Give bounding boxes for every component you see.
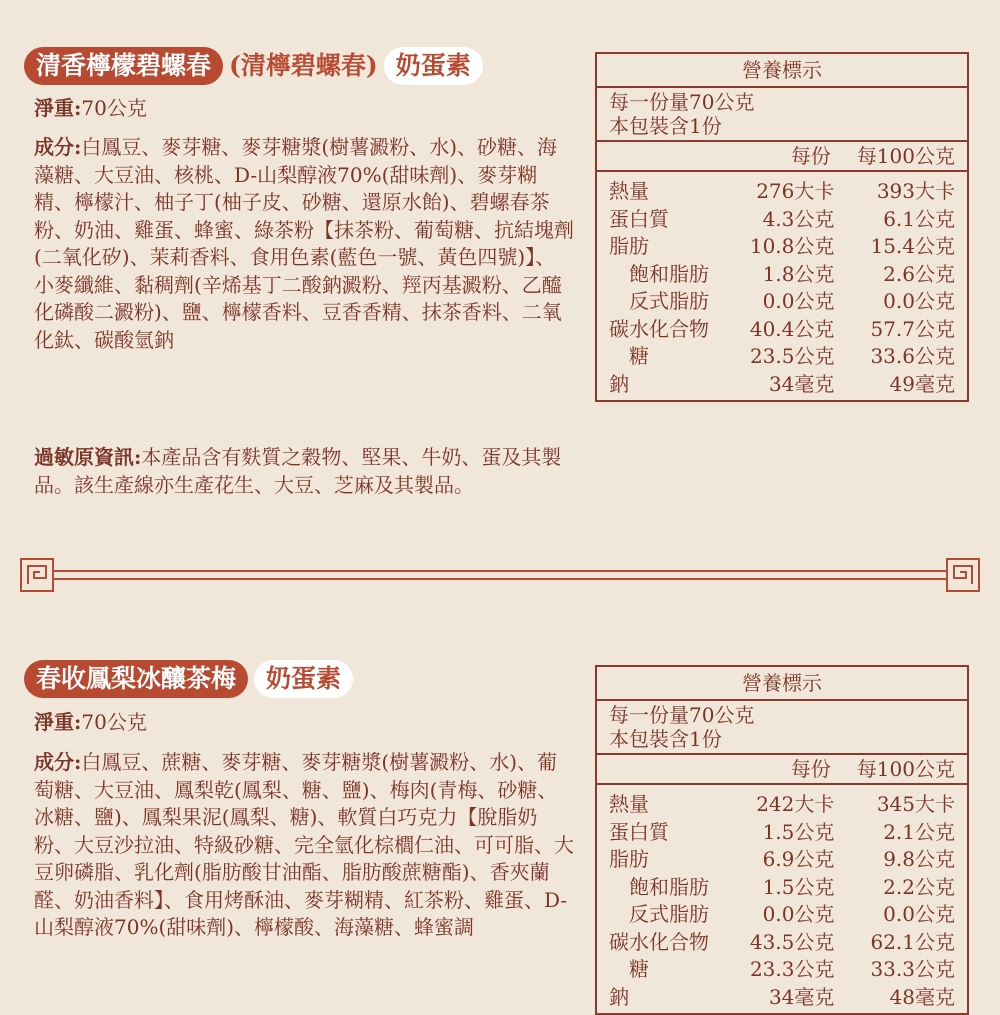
nutrition-row xyxy=(609,178,955,206)
per-serving-value: 34毫克 xyxy=(768,984,835,1009)
nutrient-name: 熱量 xyxy=(609,792,649,816)
product1-name: 清香檸檬碧螺春 xyxy=(24,47,223,85)
product1-nutrition-table xyxy=(595,52,969,402)
per-serving-value: 242大卡 xyxy=(756,792,835,816)
fret-right-spiral xyxy=(954,566,972,584)
nutrition-row xyxy=(609,288,955,316)
nutrient-name: 碳水化合物 xyxy=(609,316,709,341)
per-serving-value: 4.3公克 xyxy=(762,206,835,231)
product1-ingredients xyxy=(34,134,574,354)
decorative-divider xyxy=(20,558,980,592)
nutrition-row xyxy=(609,874,955,902)
per-100g-value: 345大卡 xyxy=(876,792,955,816)
allergen-label: 過敏原資訊: xyxy=(34,445,142,469)
nutrition-row xyxy=(609,984,955,1012)
product2-title-row xyxy=(24,660,353,698)
per-100g-value: 2.2公克 xyxy=(883,874,955,899)
serving-size: 每一份量70公克 xyxy=(609,90,755,114)
product1-allergen xyxy=(34,444,574,499)
col-per-serving: 每份 xyxy=(790,144,831,168)
per-100g-value: 33.6公克 xyxy=(870,344,955,368)
nutrient-name: 脂肪 xyxy=(609,847,649,871)
per-serving-value: 1.8公克 xyxy=(762,261,835,286)
per-100g-value: 0.0公克 xyxy=(883,902,955,926)
per-serving-value: 34毫克 xyxy=(768,371,835,396)
per-100g-value: 0.0公克 xyxy=(883,289,955,313)
col-per-100g: 每100公克 xyxy=(856,757,955,781)
col-per-100g: 每100公克 xyxy=(856,144,955,168)
ingredients-label: 成分: xyxy=(34,135,82,159)
nutrition-serving-info xyxy=(597,701,967,755)
weight-label: 淨重: xyxy=(34,710,82,734)
nutrient-name: 糖 xyxy=(629,957,649,981)
servings-per-package: 本包裝含1份 xyxy=(609,114,722,138)
nutrition-row xyxy=(609,233,955,261)
weight-value: 70公克 xyxy=(81,96,147,120)
nutrient-name: 飽和脂肪 xyxy=(629,261,709,286)
nutrient-name: 鈉 xyxy=(609,371,629,396)
nutrition-row xyxy=(609,819,955,847)
per-100g-value: 57.7公克 xyxy=(870,316,955,341)
nutrient-name: 蛋白質 xyxy=(609,819,669,844)
nutrition-column-headers xyxy=(597,755,967,785)
per-serving-value: 1.5公克 xyxy=(762,874,835,899)
nutrient-name: 糖 xyxy=(629,344,649,368)
nutrition-rows xyxy=(597,785,967,1013)
nutrition-column-headers xyxy=(597,142,967,172)
per-serving-value: 23.5公克 xyxy=(749,344,835,368)
per-100g-value: 15.4公克 xyxy=(870,234,955,258)
nutrient-name: 反式脂肪 xyxy=(629,289,709,313)
nutrient-name: 蛋白質 xyxy=(609,206,669,231)
ingredients-text: 白鳳豆、麥芽糖、麥芽糖漿(樹薯澱粉、水)、砂糖、海藻糖、大豆油、核桃、D-山梨醇液70%(甜味劑)、麥芽糊精、檸檬汁、柚子丁(柚子皮、砂糖、還原水飴)、碧螺春茶粉、奶油、雞蛋、蜂蜜、綠茶粉【抹茶粉、葡萄糖、抗結塊劑(二氧化矽)、茉莉香料、食用色素(藍色一號、黃色四號)】、小麥纖維、黏稠劑(辛烯基丁二酸鈉澱粉、羥丙基澱粉、乙醯化磷酸二澱粉)、鹽、檸檬香料、豆香香精、抹茶香料、二氧化鈦、碳酸氫鈉 xyxy=(34,135,574,352)
nutrition-row xyxy=(609,791,955,819)
nutrition-row xyxy=(609,901,955,929)
nutrition-row xyxy=(609,371,955,399)
nutrition-row xyxy=(609,261,955,289)
product2-nutrition-table xyxy=(595,665,969,1015)
nutrient-name: 脂肪 xyxy=(609,234,649,258)
per-serving-value: 6.9公克 xyxy=(762,847,835,871)
nutrient-name: 鈉 xyxy=(609,984,629,1009)
per-100g-value: 9.8公克 xyxy=(883,847,955,871)
nutrition-row xyxy=(609,956,955,984)
ingredients-text: 白鳳豆、蔗糖、麥芽糖、麥芽糖漿(樹薯澱粉、水)、葡萄糖、大豆油、鳳梨乾(鳳梨、糖、鹽)、梅肉(青梅、砂糖、冰糖、鹽)、鳳梨果泥(鳳梨、糖)、軟質白巧克力【脫脂奶粉、大豆沙拉油、特級砂糖、完全氫化棕櫚仁油、可可脂、大豆卵磷脂、乳化劑(脂肪酸甘油酯、脂肪酸蔗糖酯)、香夾蘭醛、奶油香料】、食用烤酥油、麥芽糊精、紅茶粉、雞蛋、D-山梨醇液70%(甜味劑)、檸檬酸、海藻糖、蜂蜜調 xyxy=(34,750,574,939)
weight-label: 淨重: xyxy=(34,96,82,120)
nutrient-name: 飽和脂肪 xyxy=(629,874,709,899)
nutrition-row xyxy=(609,206,955,234)
fret-left-spiral xyxy=(28,566,46,584)
nutrition-row xyxy=(609,316,955,344)
per-100g-value: 2.1公克 xyxy=(883,819,955,844)
product1-badge: 奶蛋素 xyxy=(384,47,483,85)
servings-per-package: 本包裝含1份 xyxy=(609,727,722,751)
fret-right-icon xyxy=(947,559,979,591)
serving-size: 每一份量70公克 xyxy=(609,703,755,727)
nutrition-row xyxy=(609,343,955,371)
nutrition-rows xyxy=(597,172,967,400)
allergen-text: 本產品含有麩質之穀物、堅果、牛奶、蛋及其製品。該生產線亦生產花生、大豆、芝麻及其製品。 xyxy=(34,445,562,497)
per-100g-value: 48毫克 xyxy=(889,984,955,1009)
per-serving-value: 40.4公克 xyxy=(749,316,835,341)
product2-name: 春收鳳梨冰釀茶梅 xyxy=(24,660,248,698)
per-serving-value: 10.8公克 xyxy=(749,234,835,258)
per-100g-value: 62.1公克 xyxy=(870,929,955,954)
per-serving-value: 276大卡 xyxy=(756,179,835,203)
nutrition-title: 營養標示 xyxy=(597,667,967,701)
per-serving-value: 0.0公克 xyxy=(762,289,835,313)
product1-title-row xyxy=(24,47,483,85)
product2-ingredients xyxy=(34,749,574,942)
product1-subname: (清檸碧螺春) xyxy=(229,51,378,80)
product2-badge: 奶蛋素 xyxy=(254,660,353,698)
ingredients-label: 成分: xyxy=(34,750,82,774)
weight-value: 70公克 xyxy=(81,710,147,734)
nutrition-serving-info xyxy=(597,88,967,142)
fret-left-icon xyxy=(21,559,53,591)
nutrient-name: 反式脂肪 xyxy=(629,902,709,926)
per-100g-value: 6.1公克 xyxy=(883,206,955,231)
per-serving-value: 23.3公克 xyxy=(749,957,835,981)
per-serving-value: 0.0公克 xyxy=(762,902,835,926)
nutrition-title: 營養標示 xyxy=(597,54,967,88)
per-100g-value: 2.6公克 xyxy=(883,261,955,286)
per-serving-value: 43.5公克 xyxy=(749,929,835,954)
col-per-serving: 每份 xyxy=(790,757,831,781)
per-100g-value: 393大卡 xyxy=(876,179,955,203)
per-100g-value: 49毫克 xyxy=(889,371,955,396)
nutrition-row xyxy=(609,846,955,874)
per-100g-value: 33.3公克 xyxy=(870,957,955,981)
product2-weight xyxy=(34,709,574,737)
nutrient-name: 碳水化合物 xyxy=(609,929,709,954)
nutrition-row xyxy=(609,929,955,957)
per-serving-value: 1.5公克 xyxy=(762,819,835,844)
nutrient-name: 熱量 xyxy=(609,179,649,203)
product1-weight xyxy=(34,95,574,123)
